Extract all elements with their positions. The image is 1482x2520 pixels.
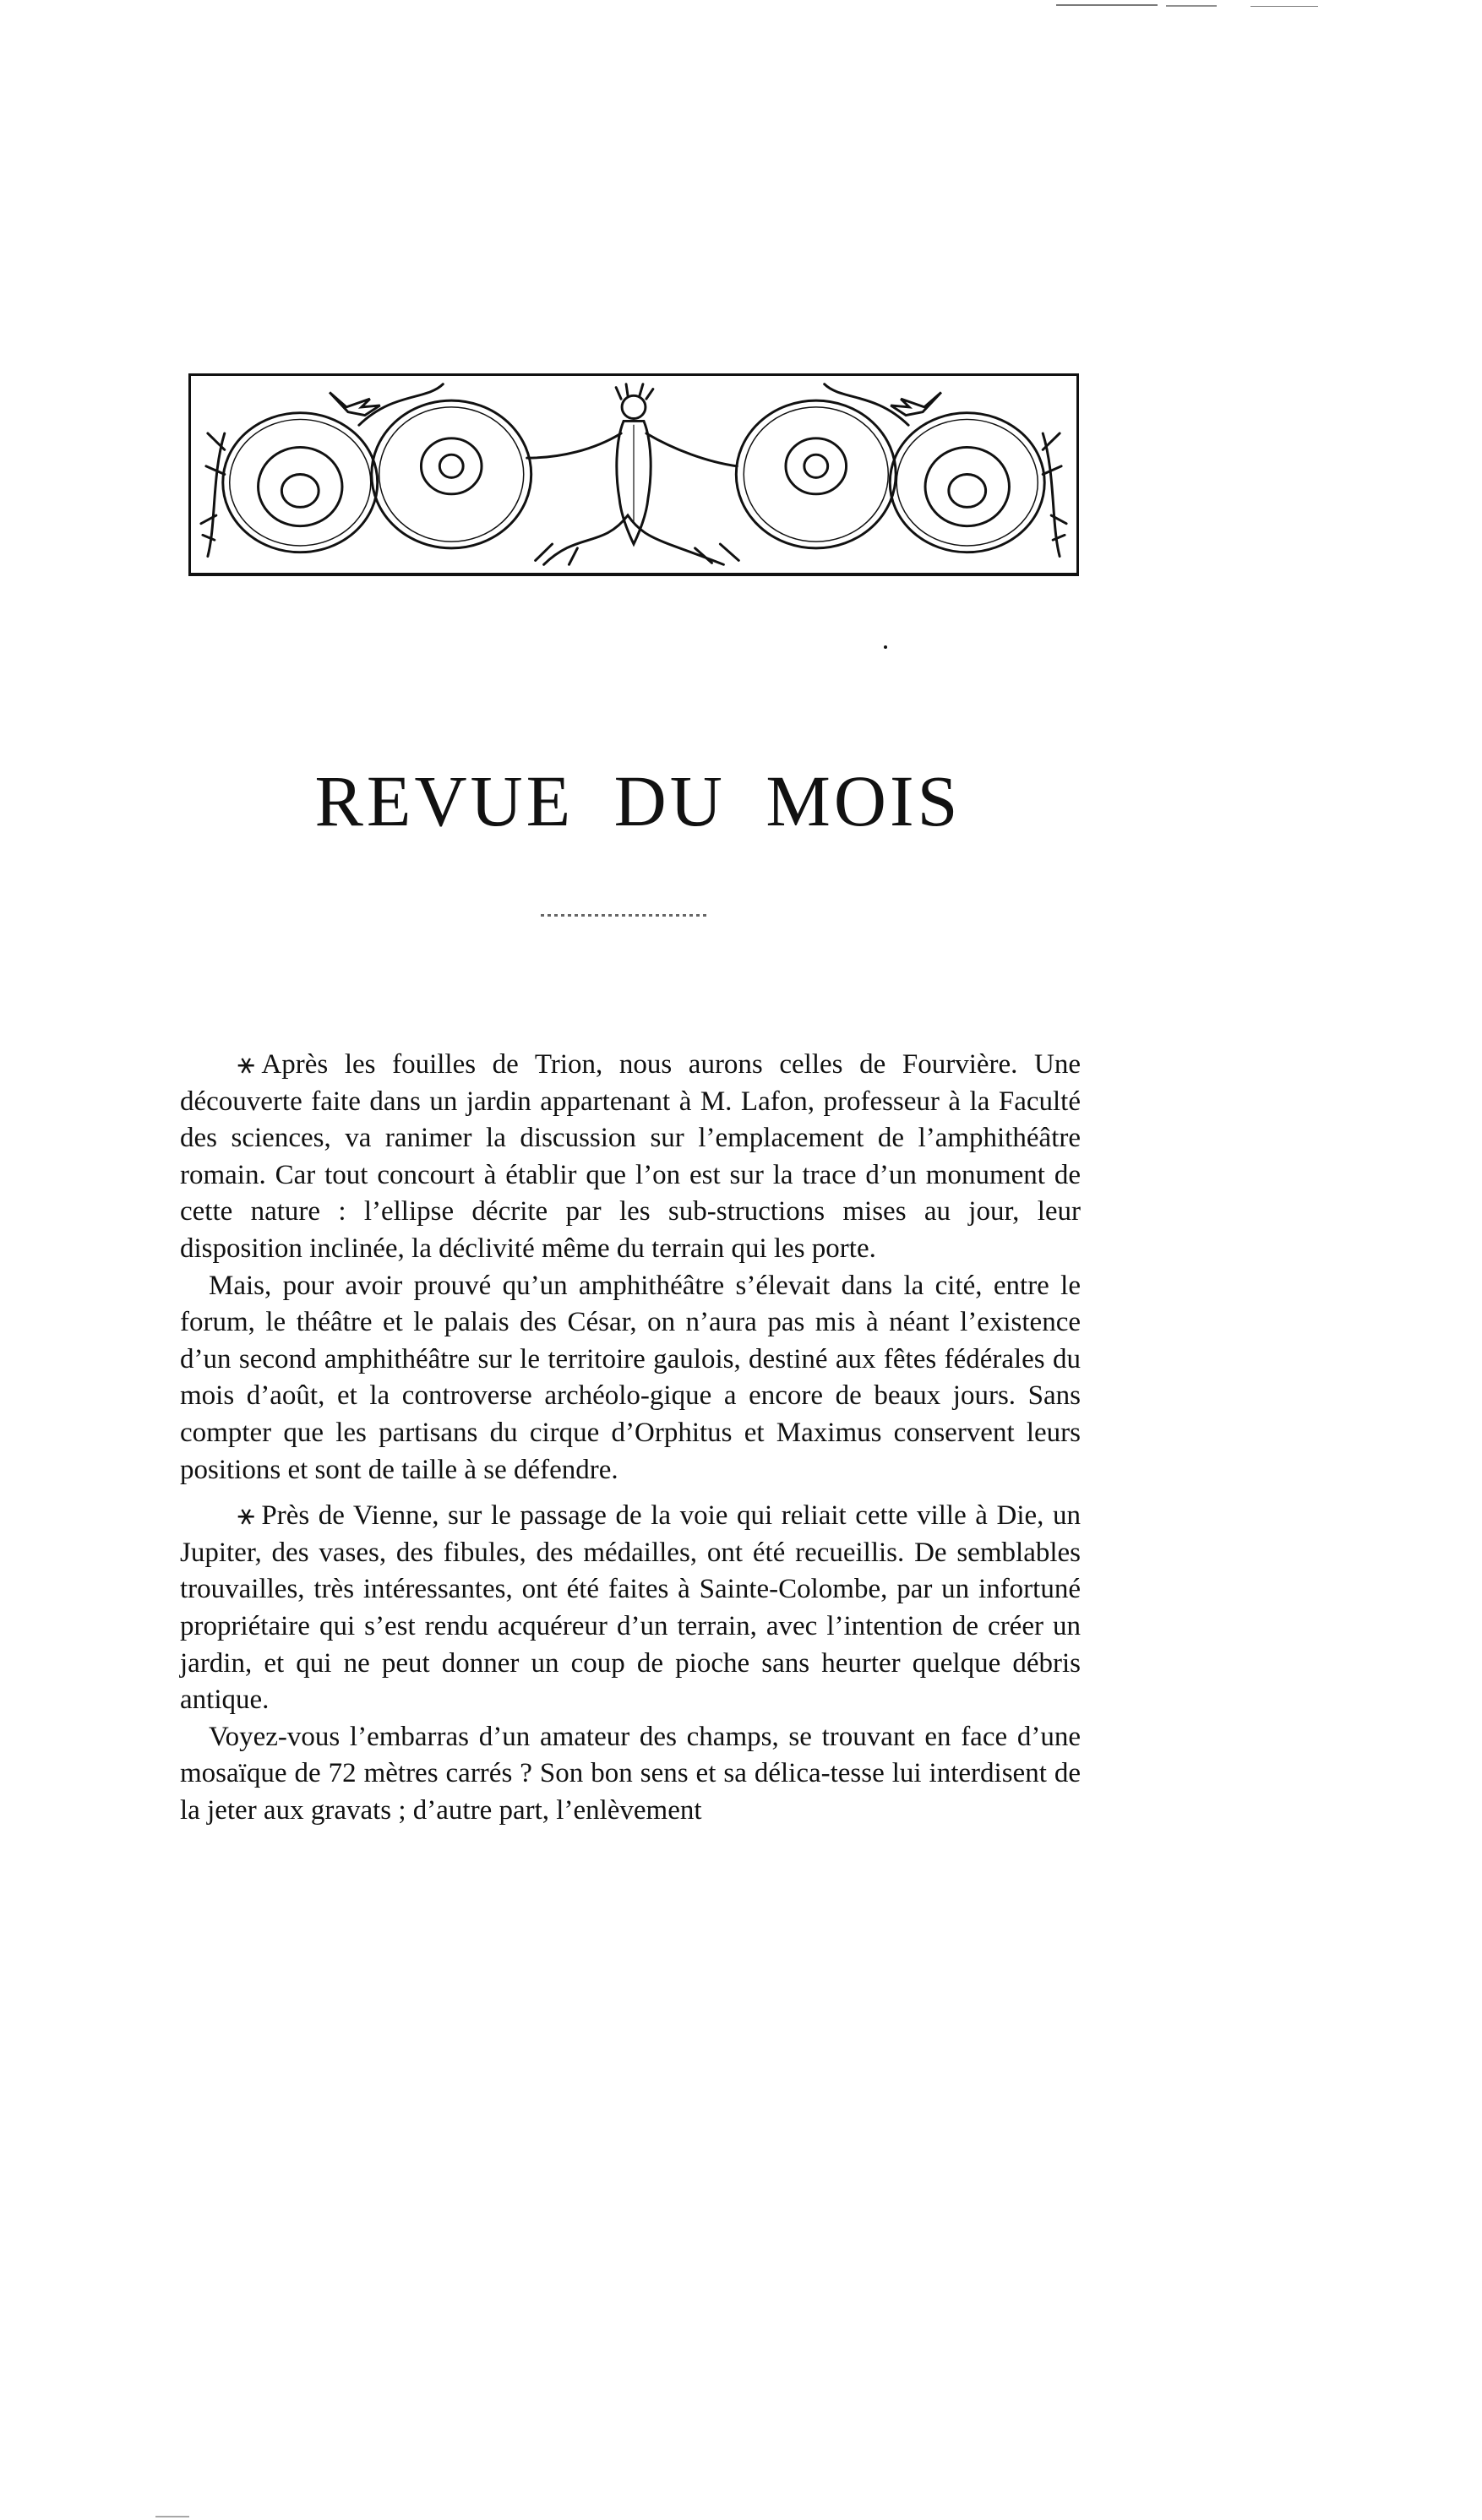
vine-scroll-ornament-icon: [191, 376, 1076, 573]
stray-dot: [884, 645, 887, 649]
asterism-icon: ⚹: [237, 1047, 255, 1080]
article-paragraph: [180, 1268, 1081, 1489]
paragraph-text: Après les fouilles de Trion, nous aurons celles de Fourvière. Une découverte faite dans un jardin appartenant à M. Lafon, professeur à la Faculté des sciences, va ranimer la discussion sur l’emplacement de l’amphithéâtre romain. Car tout concourt à établir que l’on est sur la trace d’un monument de cette nature : l’ellipse décrite par les sub-structions mises au jour, leur disposition inclinée, la déclivité même du terrain qui les porte.: [180, 1049, 1081, 1264]
article-paragraph: [180, 1719, 1081, 1830]
article-paragraph: [180, 1497, 1081, 1719]
asterism-icon: ⚹: [237, 1498, 255, 1532]
article-body: [180, 1046, 1081, 1829]
page-title: REVUE DU MOIS: [314, 760, 962, 841]
paragraph-text: Mais, pour avoir prouvé qu’un amphithéâtre s’élevait dans la cité, entre le forum, le théâtre et le palais des César, on n’aura pas mis à néant l’existence d’un second amphithéâtre sur le territoire gaulois, destiné aux fêtes fédérales du mois d’août, et la controverse archéolo-gique a encore de beaux jours. Sans compter que les partisans du cirque d’Orphitus et Maximus conservent leurs positions et sont de taille à se défendre.: [180, 1270, 1081, 1485]
scan-artifact-top: [1056, 4, 1158, 6]
scan-artifact-top: [1250, 6, 1318, 7]
article-paragraph: [180, 1046, 1081, 1268]
scan-artifact-top: [1166, 5, 1217, 7]
ornamental-headpiece: [188, 373, 1079, 576]
title-ornamental-rule: [541, 914, 710, 917]
paragraph-text: Voyez-vous l’embarras d’un amateur des champs, se trouvant en face d’une mosaïque de 72 mètres carrés ? Son bon sens et sa délica-tesse lui interdisent de la jeter aux gravats ; d’autre part, l’enlèvement: [180, 1721, 1081, 1826]
scan-artifact-bottom: [155, 2516, 189, 2517]
paragraph-text: Près de Vienne, sur le passage de la voie qui reliait cette ville à Die, un Jupiter, des vases, des fibules, des médailles, ont été recueillis. De semblables trouvailles, très intéressantes, ont été faites à Sainte-Colombe, par un infortuné propriétaire qui s’est rendu acquéreur d’un terrain, avec l’intention de créer un jardin, et qui ne peut donner un coup de pioche sans heurter quelque débris antique.: [180, 1500, 1081, 1716]
